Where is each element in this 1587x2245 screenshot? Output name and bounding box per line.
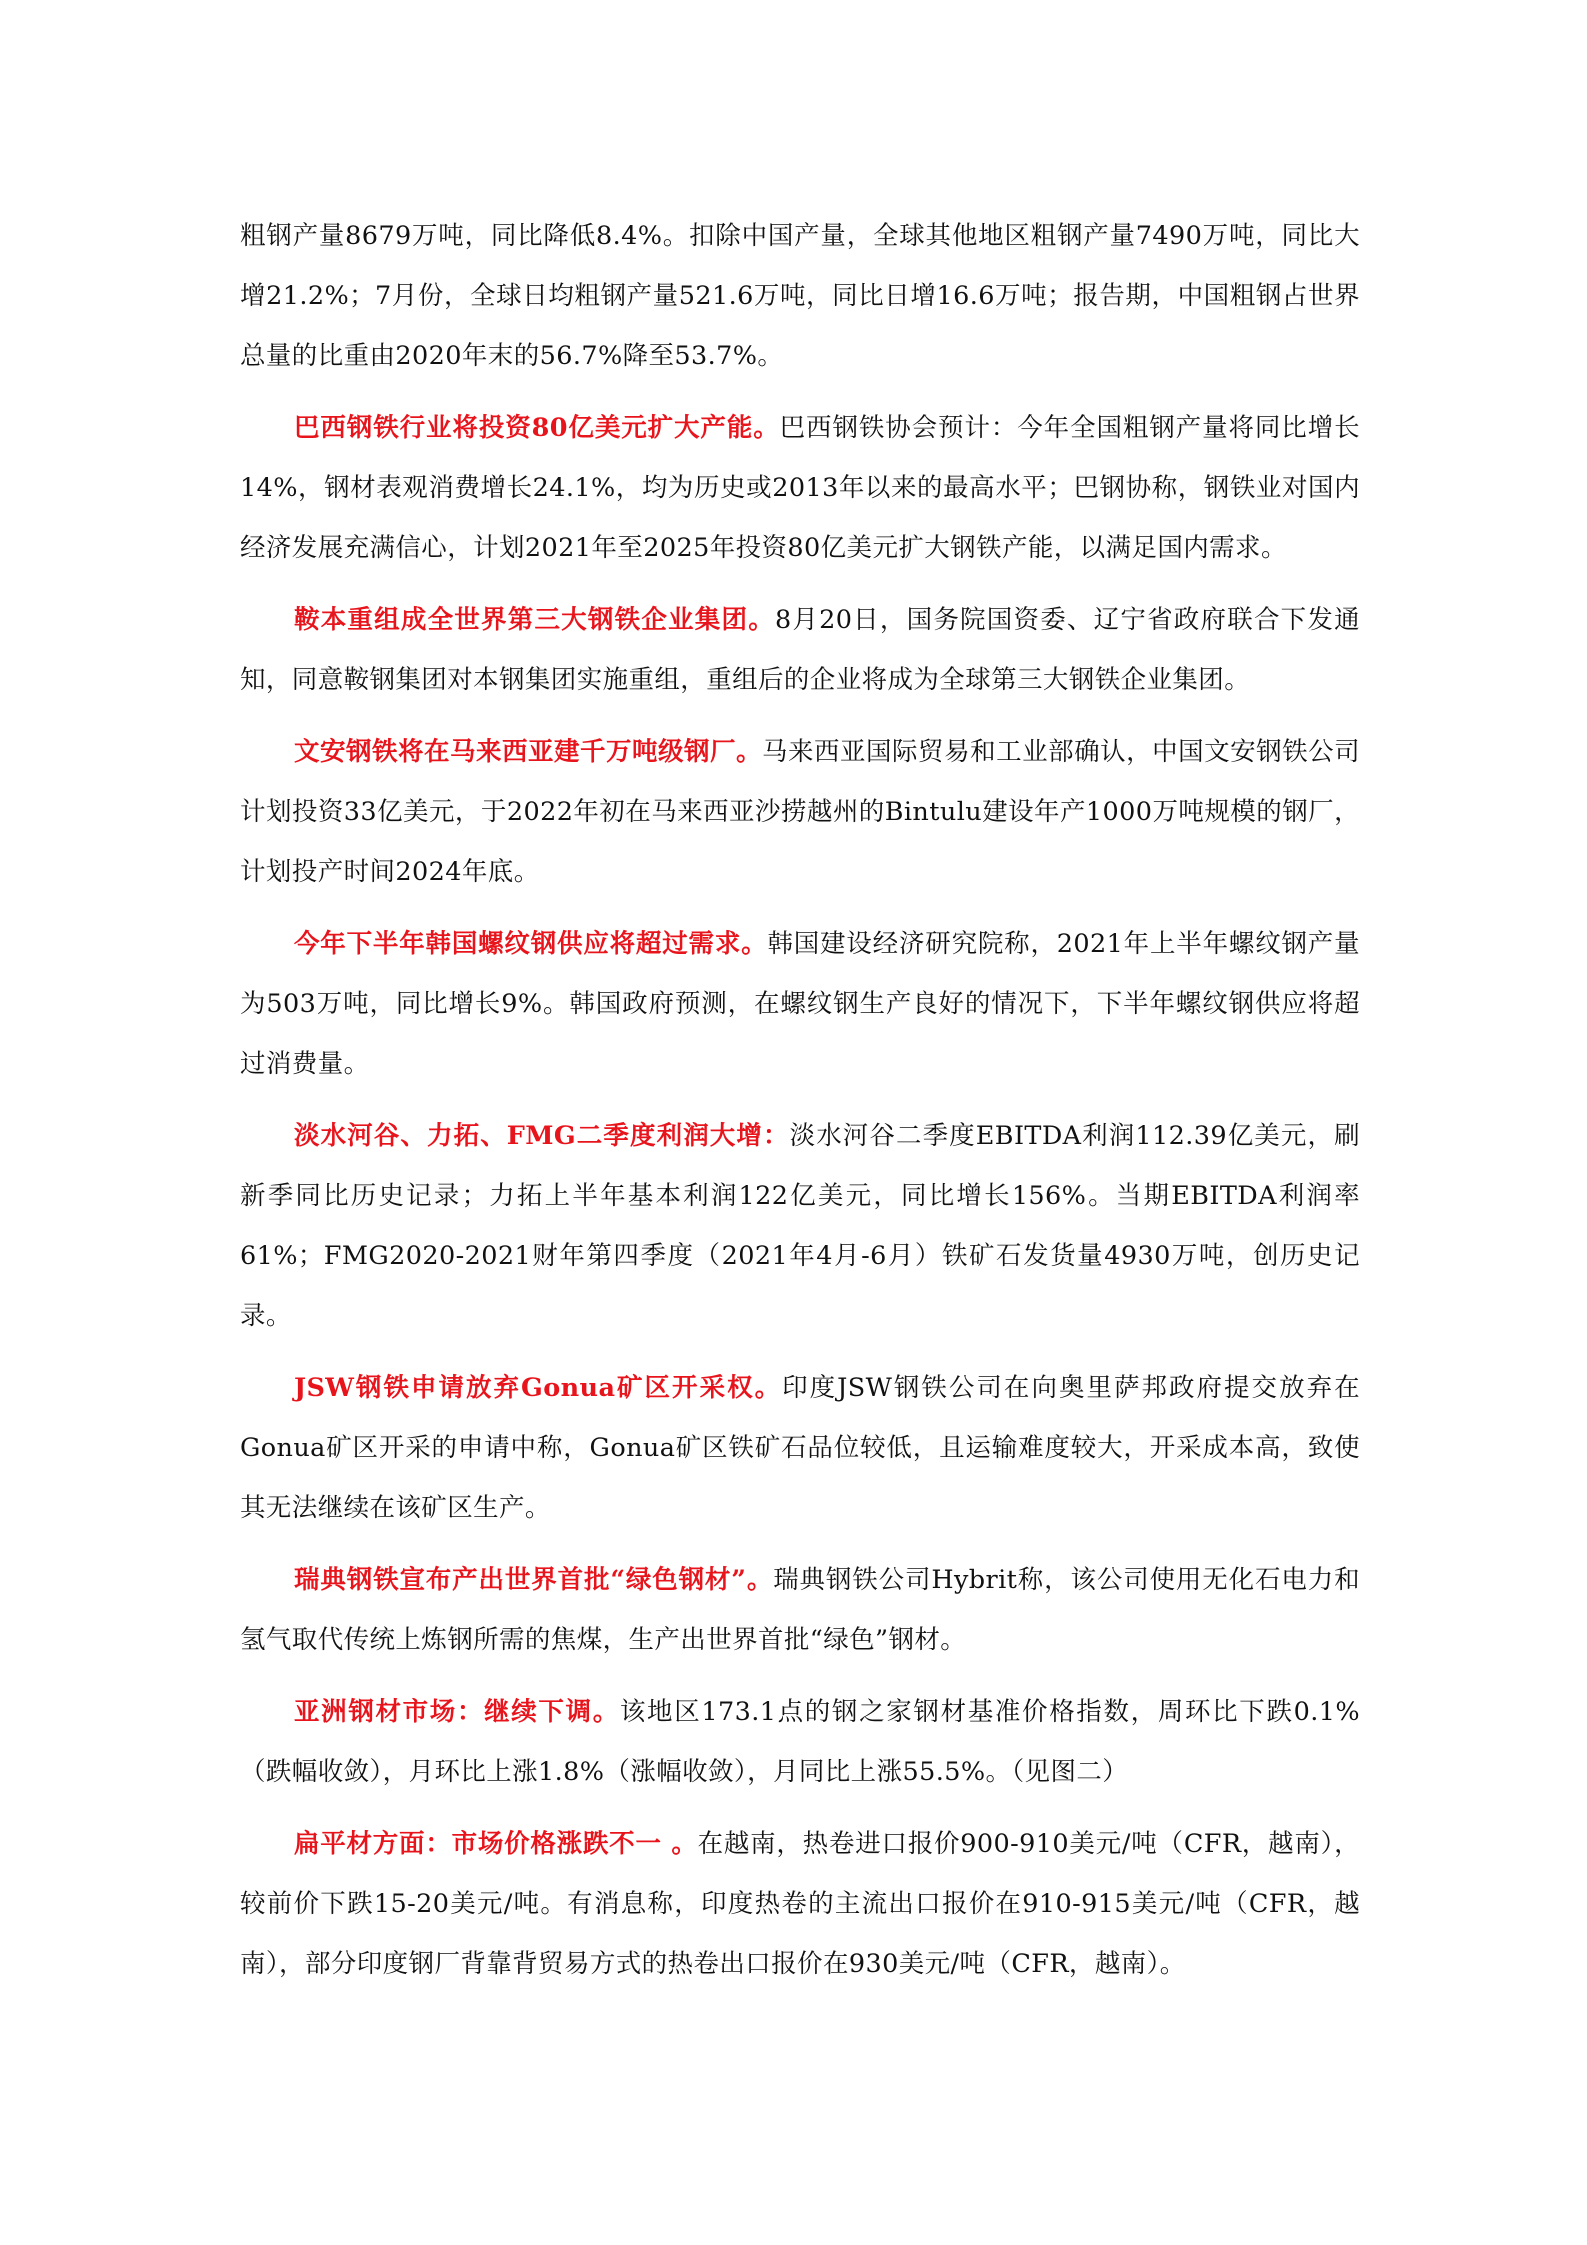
- paragraph-body: 瑞典钢铁公司Hybrit称，该公司使用无化石电力和氢气取代传统上炼钢所需的焦煤，生产出世界首批“绿色”钢材。: [240, 1565, 1360, 1655]
- document-page: [240, 206, 1360, 2006]
- paragraph-heading: 扁平材方面：市场价格涨跌不一 。: [294, 1829, 698, 1859]
- paragraph-global-crude-steel: [240, 206, 1360, 386]
- paragraph-body: 淡水河谷二季度EBITDA利润112.39亿美元，刷新季同比历史记录；力拓上半年基本利润122亿美元，同比增长156%。当期EBITDA利润率61%；FMG2020-2021财年第四季度（2021年4月-6月）铁矿石发货量4930万吨，创历史记录。: [240, 1121, 1360, 1331]
- paragraph-body: 该地区173.1点的钢之家钢材基准价格指数，周环比下跌0.1%（跌幅收敛），月环比上涨1.8%（涨幅收敛），月同比上涨55.5%。（见图二）: [240, 1697, 1360, 1787]
- paragraph-wenan-malaysia: [240, 722, 1360, 902]
- paragraph-body: 粗钢产量8679万吨，同比降低8.4%。扣除中国产量，全球其他地区粗钢产量7490万吨，同比大增21.2%；7月份，全球日均粗钢产量521.6万吨，同比日增16.6万吨；报告期，中国粗钢占世界总量的比重由2020年末的56.7%降至53.7%。: [240, 221, 1360, 371]
- paragraph-body: 马来西亚国际贸易和工业部确认，中国文安钢铁公司计划投资33亿美元，于2022年初在马来西亚沙捞越州的Bintulu建设年产1000万吨规模的钢厂，计划投产时间2024年底。: [240, 737, 1360, 887]
- paragraph-body: 巴西钢铁协会预计：今年全国粗钢产量将同比增长14%，钢材表观消费增长24.1%，均为历史或2013年以来的最高水平；巴钢协称，钢铁业对国内经济发展充满信心，计划2021年至2025年投资80亿美元扩大钢铁产能，以满足国内需求。: [240, 413, 1360, 563]
- paragraph-body: 在越南，热卷进口报价900-910美元/吨（CFR，越南），较前价下跌15-20美元/吨。有消息称，印度热卷的主流出口报价在910-915美元/吨（CFR，越南），部分印度钢厂背靠背贸易方式的热卷出口报价在930美元/吨（CFR，越南）。: [240, 1829, 1360, 1979]
- paragraph-miners-profit: [240, 1106, 1360, 1346]
- paragraph-jsw-gonua: [240, 1358, 1360, 1538]
- paragraph-heading: 淡水河谷、力拓、FMG二季度利润大增：: [294, 1121, 790, 1151]
- paragraph-korea-rebar: [240, 914, 1360, 1094]
- paragraph-sweden-green-steel: [240, 1550, 1360, 1670]
- paragraph-anben-merger: [240, 590, 1360, 710]
- paragraph-brazil-investment: [240, 398, 1360, 578]
- paragraph-body: 韩国建设经济研究院称，2021年上半年螺纹钢产量为503万吨，同比增长9%。韩国政府预测，在螺纹钢生产良好的情况下，下半年螺纹钢供应将超过消费量。: [240, 929, 1361, 1079]
- paragraph-heading: 瑞典钢铁宣布产出世界首批“绿色钢材”。: [294, 1565, 774, 1595]
- paragraph-heading: 亚洲钢材市场：继续下调。: [294, 1697, 620, 1727]
- paragraph-heading: 鞍本重组成全世界第三大钢铁企业集团。: [294, 605, 775, 635]
- paragraph-body: 8月20日，国务院国资委、辽宁省政府联合下发通知，同意鞍钢集团对本钢集团实施重组，重组后的企业将成为全球第三大钢铁企业集团。: [240, 605, 1360, 695]
- paragraph-heading: 巴西钢铁行业将投资80亿美元扩大产能。: [294, 413, 780, 443]
- paragraph-body: 印度JSW钢铁公司在向奥里萨邦政府提交放弃在Gonua矿区开采的申请中称，Gonua矿区铁矿石品位较低，且运输难度较大，开采成本高，致使其无法继续在该矿区生产。: [240, 1373, 1361, 1523]
- paragraph-heading: 文安钢铁将在马来西亚建千万吨级钢厂。: [294, 737, 763, 767]
- paragraph-heading: 今年下半年韩国螺纹钢供应将超过需求。: [294, 929, 768, 959]
- paragraph-heading: JSW钢铁申请放弃Gonua矿区开采权。: [294, 1373, 783, 1403]
- paragraph-asia-market: [240, 1682, 1360, 1802]
- paragraph-flat-products: [240, 1814, 1360, 1994]
